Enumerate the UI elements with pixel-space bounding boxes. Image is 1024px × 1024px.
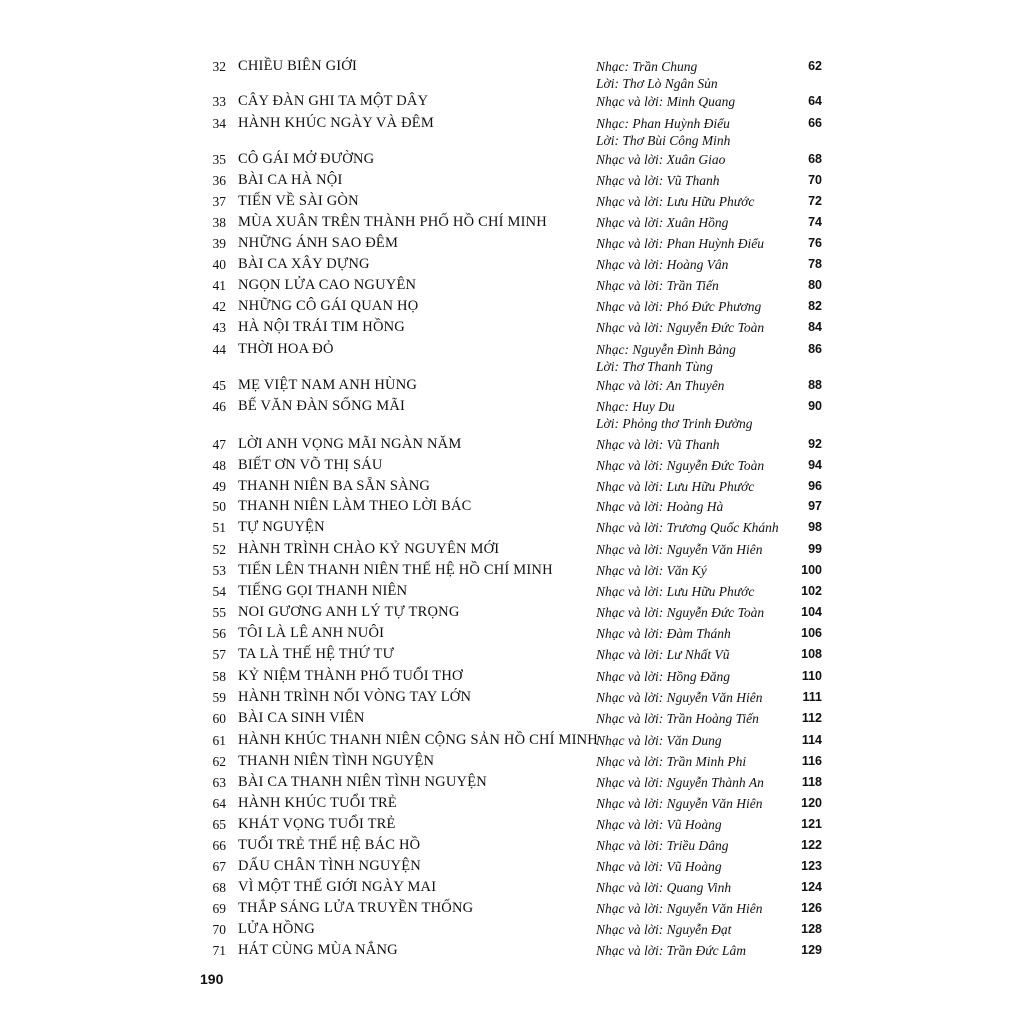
entry-number: 51 [212,520,226,535]
song-credit [596,562,796,579]
entry-page-number: 66 [808,116,822,130]
song-credit [596,668,796,685]
song-title: HÀNH KHÚC TUỔI TRẺ [238,795,397,811]
credit-line: Nhạc và lời: Xuân Giao [596,152,726,167]
song-credit [596,193,796,210]
entry-page-number: 62 [808,59,822,73]
entry-number: 35 [212,152,226,167]
credit-line: Nhạc: Phan Huỳnh Điểu [596,116,730,131]
entry-number: 36 [212,173,226,188]
credit-line: Lời: Thơ Thanh Tùng [596,359,713,374]
song-credit [596,319,796,336]
entry-page-number: 78 [808,257,822,271]
entry-page-number: 123 [801,859,822,873]
song-credit [596,58,796,92]
entry-number: 38 [212,215,226,230]
entry-number: 40 [212,257,226,272]
credit-line: Nhạc và lời: Lư Nhất Vũ [596,647,730,662]
song-title: TIẾNG GỌI THANH NIÊN [238,583,408,599]
song-title: HÀNH TRÌNH NỐI VÒNG TAY LỚN [238,689,472,705]
song-title: MẸ VIỆT NAM ANH HÙNG [238,377,418,393]
song-title: LỜI ANH VỌNG MÃI NGÀN NĂM [238,436,462,452]
credit-line: Nhạc và lời: Lưu Hữu Phước [596,584,755,599]
entry-number: 58 [212,669,226,684]
credit-line: Nhạc và lời: Trương Quốc Khánh [596,520,779,535]
song-title: HÀ NỘI TRÁI TIM HỒNG [238,319,405,335]
song-credit [596,732,796,749]
song-title: NOI GƯƠNG ANH LÝ TỰ TRỌNG [238,604,460,620]
entry-page-number: 100 [801,563,822,577]
credit-line: Nhạc: Huy Du [596,399,675,414]
entry-number: 54 [212,584,226,599]
credit-line: Nhạc và lời: Minh Quang [596,94,736,109]
credit-line: Nhạc và lời: Nguyễn Thành An [596,775,764,790]
entry-page-number: 118 [801,775,822,789]
song-title: BẾ VĂN ĐÀN SỐNG MÃI [238,398,406,414]
credit-line: Nhạc và lời: Văn Dung [596,733,722,748]
credit-line: Nhạc và lời: Lưu Hữu Phước [596,479,755,494]
credit-line: Nhạc và lời: Trần Minh Phi [596,754,747,769]
entry-page-number: 106 [801,626,822,640]
entry-page-number: 129 [801,943,822,957]
entry-page-number: 112 [801,711,822,725]
credit-line: Nhạc và lời: Nguyễn Đạt [596,922,732,937]
credit-line: Nhạc và lời: Nguyễn Văn Hiên [596,690,763,705]
entry-page-number: 111 [802,690,822,704]
song-credit [596,151,796,168]
entry-number: 61 [212,733,226,748]
song-credit [596,646,796,663]
entry-number: 43 [212,320,226,335]
song-credit [596,921,796,938]
song-credit [596,519,796,536]
song-title: HÀNH KHÚC NGÀY VÀ ĐÊM [238,115,434,131]
credit-line: Nhạc và lời: Vũ Hoàng [596,859,722,874]
song-title: BÀI CA THANH NIÊN TÌNH NGUYỆN [238,774,487,790]
song-title: KHÁT VỌNG TUỔI TRẺ [238,816,396,832]
song-title: HÁT CÙNG MÙA NẮNG [238,942,398,958]
song-credit [596,498,796,515]
song-credit [596,942,796,959]
credit-line: Lời: Thơ Bùi Công Minh [596,133,731,148]
entry-page-number: 82 [808,299,822,313]
song-title: THANH NIÊN TÌNH NGUYỆN [238,753,435,769]
song-title: TÔI LÀ LÊ ANH NUÔI [238,625,385,641]
entry-page-number: 121 [801,817,822,831]
credit-line: Nhạc và lời: Nguyễn Văn Hiên [596,796,763,811]
credit-line: Nhạc và lời: Đàm Thánh [596,626,731,641]
entry-page-number: 92 [808,437,822,451]
entry-page-number: 94 [808,458,822,472]
credit-line: Nhạc và lời: Văn Ký [596,563,707,578]
credit-line: Nhạc và lời: Vũ Hoàng [596,817,722,832]
entry-page-number: 124 [801,880,822,894]
song-credit [596,341,796,375]
song-credit [596,298,796,315]
credit-line: Nhạc và lời: Phó Đức Phương [596,299,762,314]
entry-page-number: 99 [808,542,822,556]
entry-page-number: 114 [801,733,822,747]
entry-number: 63 [212,775,226,790]
entry-number: 52 [212,542,226,557]
entry-number: 46 [212,399,226,414]
song-credit [596,816,796,833]
entry-number: 45 [212,378,226,393]
song-credit [596,93,796,110]
credit-line: Nhạc và lời: Lưu Hữu Phước [596,194,755,209]
entry-page-number: 70 [808,173,822,187]
credit-line: Nhạc và lời: Phan Huỳnh Điểu [596,236,765,251]
song-credit [596,436,796,453]
song-credit [596,689,796,706]
credit-line: Nhạc và lời: Triều Dâng [596,838,729,853]
song-credit [596,478,796,495]
song-title: TIẾN VỀ SÀI GÒN [238,193,359,209]
entry-page-number: 120 [801,796,822,810]
entry-page-number: 116 [801,754,822,768]
entry-page-number: 72 [808,194,822,208]
entry-page-number: 84 [808,320,822,334]
entry-number: 57 [212,647,226,662]
credit-line: Nhạc và lời: Trần Hoàng Tiến [596,711,759,726]
entry-page-number: 104 [801,605,822,619]
song-title: NHỮNG ÁNH SAO ĐÊM [238,235,399,251]
song-credit [596,837,796,854]
song-credit [596,774,796,791]
credit-line: Nhạc và lời: Vũ Thanh [596,173,720,188]
credit-line: Nhạc: Trần Chung [596,59,698,74]
song-credit [596,858,796,875]
entry-page-number: 74 [808,215,822,229]
song-credit [596,625,796,642]
entry-page-number: 80 [808,278,822,292]
song-credit [596,795,796,812]
credit-line: Nhạc và lời: An Thuyên [596,378,725,393]
credit-line: Nhạc và lời: Nguyễn Đức Toàn [596,320,765,335]
entry-page-number: 96 [808,479,822,493]
entry-number: 49 [212,479,226,494]
entry-number: 47 [212,437,226,452]
entry-number: 50 [212,499,226,514]
entry-number: 59 [212,690,226,705]
credit-line: Nhạc và lời: Hoàng Hà [596,499,724,514]
entry-number: 37 [212,194,226,209]
song-title: TỰ NGUYỆN [238,519,325,535]
song-credit [596,541,796,558]
entry-page-number: 110 [801,669,822,683]
entry-page-number: 102 [801,584,822,598]
credit-line: Nhạc và lời: Quang Vinh [596,880,732,895]
song-credit [596,900,796,917]
page-number: 190 [200,971,224,987]
entry-page-number: 90 [808,399,822,413]
entry-number: 69 [212,901,226,916]
song-title: HÀNH TRÌNH CHÀO KỶ NGUYÊN MỚI [238,541,500,557]
song-title: CHIỀU BIÊN GIỚI [238,58,357,74]
entry-page-number: 88 [808,378,822,392]
credit-line: Nhạc và lời: Nguyễn Đức Toàn [596,605,765,620]
entry-page-number: 68 [808,152,822,166]
entry-page-number: 86 [808,342,822,356]
credit-line: Nhạc: Nguyễn Đình Bảng [596,342,736,357]
song-title: CÔ GÁI MỞ ĐƯỜNG [238,151,375,167]
song-credit [596,753,796,770]
entry-page-number: 108 [801,647,822,661]
song-credit [596,377,796,394]
song-title: NGỌN LỬA CAO NGUYÊN [238,277,417,293]
song-title: NHỮNG CÔ GÁI QUAN HỌ [238,298,419,314]
song-title: KỶ NIỆM THÀNH PHỐ TUỔI THƠ [238,668,463,684]
entry-number: 39 [212,236,226,251]
entry-number: 53 [212,563,226,578]
song-title: BÀI CA SINH VIÊN [238,710,365,726]
entry-number: 44 [212,342,226,357]
entry-number: 64 [212,796,226,811]
song-title: LỬA HỒNG [238,921,315,937]
credit-line: Nhạc và lời: Vũ Thanh [596,437,720,452]
song-title: BÀI CA HÀ NỘI [238,172,343,188]
entry-page-number: 98 [808,520,822,534]
entry-number: 48 [212,458,226,473]
credit-line: Nhạc và lời: Trần Tiến [596,278,719,293]
song-title: HÀNH KHÚC THANH NIÊN CỘNG SẢN HỒ CHÍ MINH [238,732,598,748]
entry-page-number: 64 [808,94,822,108]
song-title: TIẾN LÊN THANH NIÊN THẾ HỆ HỒ CHÍ MINH [238,562,553,578]
song-credit [596,115,796,149]
entry-number: 56 [212,626,226,641]
entry-number: 60 [212,711,226,726]
song-credit [596,214,796,231]
credit-line: Nhạc và lời: Hoàng Vân [596,257,729,272]
song-credit [596,583,796,600]
entry-page-number: 76 [808,236,822,250]
song-title: THANH NIÊN LÀM THEO LỜI BÁC [238,498,472,514]
entry-number: 62 [212,754,226,769]
credit-line: Nhạc và lời: Hồng Đăng [596,669,730,684]
credit-line: Nhạc và lời: Nguyễn Văn Hiên [596,901,763,916]
entry-number: 41 [212,278,226,293]
entry-number: 42 [212,299,226,314]
song-credit [596,879,796,896]
entry-number: 33 [212,94,226,109]
credit-line: Nhạc và lời: Xuân Hồng [596,215,729,230]
entry-number: 71 [212,943,226,958]
entry-number: 34 [212,116,226,131]
song-credit [596,172,796,189]
song-title: TUỔI TRẺ THẾ HỆ BÁC HỒ [238,837,421,853]
song-credit [596,398,796,432]
entry-page-number: 97 [808,499,822,513]
entry-page-number: 128 [801,922,822,936]
song-title: THANH NIÊN BA SẴN SÀNG [238,478,431,494]
credit-line: Nhạc và lời: Trần Đức Lâm [596,943,746,958]
song-title: TA LÀ THẾ HỆ THỨ TƯ [238,646,395,662]
song-title: DẤU CHÂN TÌNH NGUYỆN [238,858,421,874]
song-credit [596,457,796,474]
entry-number: 67 [212,859,226,874]
entry-number: 65 [212,817,226,832]
song-title: THỜI HOA ĐỎ [238,341,334,357]
song-title: BÀI CA XÂY DỰNG [238,256,370,272]
song-title: BIẾT ƠN VÕ THỊ SÁU [238,457,383,473]
credit-line: Lời: Phỏng thơ Trinh Đường [596,416,753,431]
credit-line: Nhạc và lời: Nguyễn Đức Toàn [596,458,765,473]
song-title: MÙA XUÂN TRÊN THÀNH PHỐ HỒ CHÍ MINH [238,214,547,230]
credit-line: Lời: Thơ Lò Ngân Sủn [596,76,718,91]
credit-line: Nhạc và lời: Nguyễn Văn Hiên [596,542,763,557]
song-title: VÌ MỘT THẾ GIỚI NGÀY MAI [238,879,437,895]
song-title: CÂY ĐÀN GHI TA MỘT DÂY [238,93,429,109]
song-credit [596,710,796,727]
entry-page-number: 126 [801,901,822,915]
song-credit [596,256,796,273]
entry-number: 32 [212,59,226,74]
entry-number: 66 [212,838,226,853]
entry-number: 55 [212,605,226,620]
song-credit [596,604,796,621]
entry-number: 68 [212,880,226,895]
entry-number: 70 [212,922,226,937]
song-title: THẮP SÁNG LỬA TRUYỀN THỐNG [238,900,474,916]
song-credit [596,235,796,252]
entry-page-number: 122 [801,838,822,852]
song-credit [596,277,796,294]
